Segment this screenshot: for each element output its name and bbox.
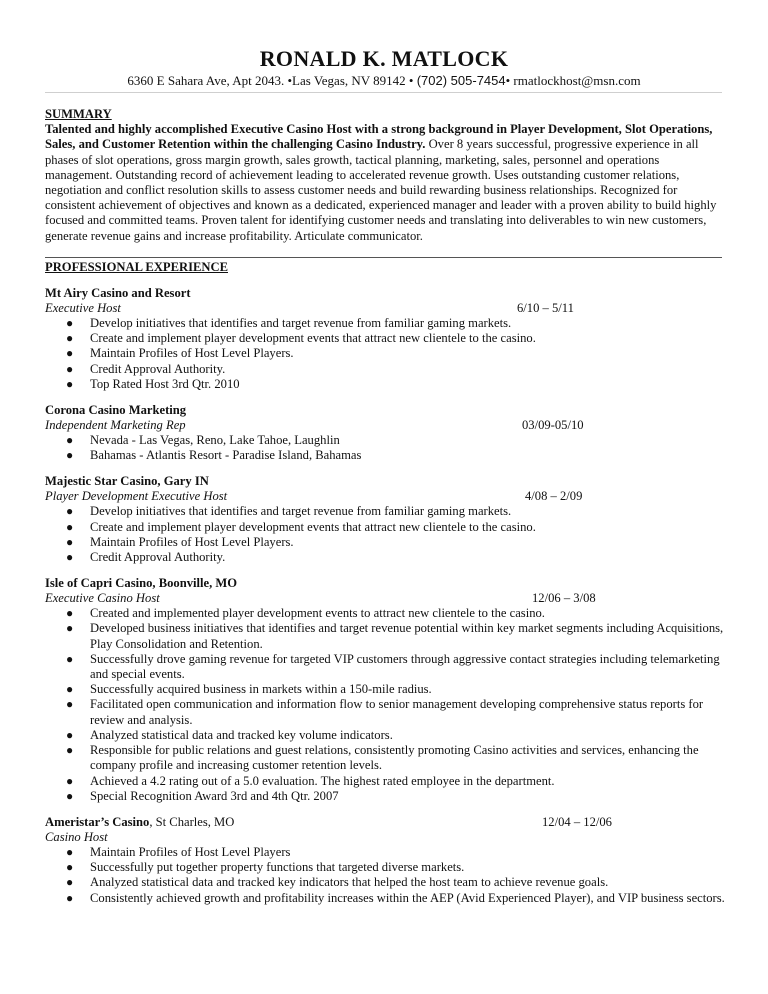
- bullet-icon: ●: [66, 860, 74, 875]
- company-name: Majestic Star Casino, Gary IN: [45, 474, 209, 489]
- bullet-icon: ●: [66, 331, 74, 346]
- bullet-item: [45, 535, 725, 550]
- bullet-item: [45, 377, 725, 392]
- bullet-icon: ●: [66, 534, 74, 549]
- bullet-icon: ●: [66, 875, 74, 890]
- bullet-text: Top Rated Host 3rd Qtr. 2010: [90, 376, 240, 391]
- job-dates: 12/04 – 12/06: [542, 814, 612, 829]
- bullet-item: [45, 504, 725, 519]
- bullet-text: Analyzed statistical data and tracked key indicators that helped the host team to achieve revenue goals.: [90, 875, 609, 890]
- bullet-item: [45, 621, 725, 651]
- bullet-item: [45, 606, 725, 621]
- bullet-item: [45, 875, 725, 890]
- job-entry: [45, 576, 725, 804]
- bullet-text: Nevada - Las Vegas, Reno, Lake Tahoe, Laughlin: [90, 433, 340, 448]
- bullet-item: [45, 743, 725, 773]
- job-dates: 03/09-05/10: [522, 418, 584, 433]
- bullet-text: Develop initiatives that identifies and target revenue from familiar gaming markets.: [90, 504, 512, 519]
- address: 6360 E Sahara Ave, Apt 2043. •Las Vegas, NV 89142 •: [127, 73, 417, 88]
- bullet-item: [45, 789, 725, 804]
- bullet-item: [45, 774, 725, 789]
- job-title-line: [45, 591, 725, 606]
- job-entry: [45, 403, 725, 463]
- bullet-icon: ●: [66, 727, 74, 742]
- bullet-icon: ●: [66, 890, 74, 905]
- bullet-icon: ●: [66, 788, 74, 803]
- job-bullets: [45, 606, 725, 804]
- bullet-text: Create and implement player development events that attract new clientele to the casino.: [90, 331, 536, 346]
- bullet-icon: ●: [66, 316, 74, 331]
- bullet-text: Bahamas - Atlantis Resort - Paradise Island, Bahamas: [90, 448, 362, 463]
- summary-paragraph: [45, 122, 725, 244]
- bullet-item: [45, 652, 725, 682]
- job-header: [45, 815, 725, 830]
- bullet-text: Maintain Profiles of Host Level Players.: [90, 534, 294, 549]
- job-title-line: [45, 301, 725, 316]
- bullet-icon: ●: [66, 448, 74, 463]
- job-title: Independent Marketing Rep: [45, 418, 186, 433]
- job-header: [45, 286, 725, 301]
- bullet-item: [45, 316, 725, 331]
- job-dates: 12/06 – 3/08: [532, 591, 596, 606]
- bullet-item: [45, 331, 725, 346]
- summary-text: Over 8 years successful, progressive experience in all phases of slot operations, gross margin growth, sales growth, tactical planning, marketing, sales, personnel and operations management. Outstanding record of achievement leading to accelerated revenue growth. Uses outstanding customer relations, negotiation and conflict resolution skills to assess customer needs and build rewarding business relationships. Recognized for consistent achievement of objectives and known as a dedicated, experienced manager and leader with a proven ability to build highly focused and committed teams. Proven talent for identifying customer needs and translating into deliverables to win new customers, generate revenue gains and increase profitability. Articulate communicator.: [45, 137, 717, 243]
- summary-bold-text: Talented and highly accomplished Executive Casino Host with a strong background in Player Development, Slot Operations, Sales, and Customer Retention within the challenging Casino Industry.: [45, 122, 713, 152]
- bullet-item: [45, 346, 725, 361]
- bullet-icon: ●: [66, 773, 74, 788]
- job-title: Executive Host: [45, 301, 121, 316]
- job-title-line: [45, 830, 725, 845]
- bullet-text: Achieved a 4.2 rating out of a 5.0 evaluation. The highest rated employee in the department.: [90, 773, 555, 788]
- job-title: Executive Casino Host: [45, 591, 160, 606]
- job-entry: [45, 474, 725, 565]
- job-entry: [45, 286, 725, 392]
- bullet-text: Responsible for public relations and guest relations, consistently promoting Casino activities and services, enhancing the company profile and increasing customer retention levels.: [90, 743, 699, 773]
- bullet-text: Create and implement player development events that attract new clientele to the casino.: [90, 519, 536, 534]
- contact-line: [0, 73, 768, 89]
- bullet-icon: ●: [66, 504, 74, 519]
- bullet-icon: ●: [66, 550, 74, 565]
- job-bullets: [45, 316, 725, 392]
- bullet-item: [45, 845, 725, 860]
- job-header: [45, 474, 725, 489]
- bullet-item: [45, 550, 725, 565]
- bullet-item: [45, 520, 725, 535]
- job-bullets: [45, 433, 725, 463]
- bullet-text: Maintain Profiles of Host Level Players: [90, 844, 291, 859]
- job-title-line: [45, 489, 725, 504]
- bullet-item: [45, 682, 725, 697]
- job-title: Casino Host: [45, 829, 108, 844]
- bullet-icon: ●: [66, 606, 74, 621]
- bullet-icon: ●: [66, 844, 74, 859]
- bullet-text: Develop initiatives that identifies and target revenue from familiar gaming markets.: [90, 316, 512, 331]
- company-name: Mt Airy Casino and Resort: [45, 286, 191, 301]
- bullet-item: [45, 448, 725, 463]
- company-location: , St Charles, MO: [149, 814, 235, 829]
- bullet-item: [45, 891, 725, 906]
- job-title: Player Development Executive Host: [45, 489, 228, 504]
- bullet-icon: ●: [66, 433, 74, 448]
- job-header: [45, 576, 725, 591]
- candidate-name: RONALD K. MATLOCK: [259, 46, 509, 71]
- job-header: [45, 403, 725, 418]
- bullet-text: Credit Approval Authority.: [90, 550, 226, 565]
- bullet-text: Maintain Profiles of Host Level Players.: [90, 346, 294, 361]
- job-entry: [45, 815, 725, 906]
- bullet-icon: ●: [66, 346, 74, 361]
- header-divider: [45, 92, 722, 93]
- bullet-text: Developed business initiatives that identifies and target revenue potential within key market segments including Acquisitions, Play Consolidation and Retention.: [90, 621, 724, 651]
- bullet-text: Consistently achieved growth and profitability increases within the AEP (Avid Experienced Player), and VIP business sectors.: [90, 890, 725, 905]
- bullet-icon: ●: [66, 361, 74, 376]
- bullet-item: [45, 860, 725, 875]
- phone-number: (702) 505-7454: [416, 73, 506, 88]
- bullet-item: [45, 433, 725, 448]
- bullet-text: Successfully put together property functions that targeted diverse markets.: [90, 860, 465, 875]
- bullet-icon: ●: [66, 519, 74, 534]
- job-bullets: [45, 504, 725, 565]
- job-dates: 6/10 – 5/11: [517, 301, 574, 316]
- bullet-icon: ●: [66, 682, 74, 697]
- bullet-text: Successfully drove gaming revenue for targeted VIP customers through aggressive contact strategies including telemarketing and special events.: [90, 651, 720, 682]
- summary-heading: SUMMARY: [45, 107, 112, 121]
- bullet-icon: ●: [66, 697, 74, 712]
- bullet-icon: ●: [66, 651, 74, 666]
- bullet-text: Special Recognition Award 3rd and 4th Qtr. 2007: [90, 788, 339, 803]
- email: • rmatlockhost@msn.com: [505, 73, 641, 88]
- bullet-text: Created and implemented player development events to attract new clientele to the casino.: [90, 606, 545, 621]
- bullet-icon: ●: [66, 743, 74, 758]
- job-title-line: [45, 418, 725, 433]
- bullet-text: Successfully acquired business in markets within a 150-mile radius.: [90, 682, 432, 697]
- resume-body: [45, 107, 725, 906]
- bullet-icon: ●: [66, 376, 74, 391]
- job-list: [45, 286, 725, 906]
- experience-heading: PROFESSIONAL EXPERIENCE: [45, 259, 228, 274]
- job-dates: 4/08 – 2/09: [525, 489, 583, 504]
- bullet-icon: ●: [66, 621, 74, 636]
- company-name: Ameristar’s Casino: [45, 814, 150, 829]
- job-bullets: [45, 845, 725, 906]
- bullet-text: Analyzed statistical data and tracked key volume indicators.: [90, 727, 393, 742]
- company-name: Corona Casino Marketing: [45, 403, 187, 418]
- bullet-text: Facilitated open communication and information flow to senior management developing comprehensive status reports for review and analysis.: [90, 697, 704, 727]
- bullet-item: [45, 362, 725, 377]
- bullet-item: [45, 697, 725, 727]
- company-name: Isle of Capri Casino, Boonville, MO: [45, 576, 238, 591]
- bullet-text: Credit Approval Authority.: [90, 361, 226, 376]
- bullet-item: [45, 728, 725, 743]
